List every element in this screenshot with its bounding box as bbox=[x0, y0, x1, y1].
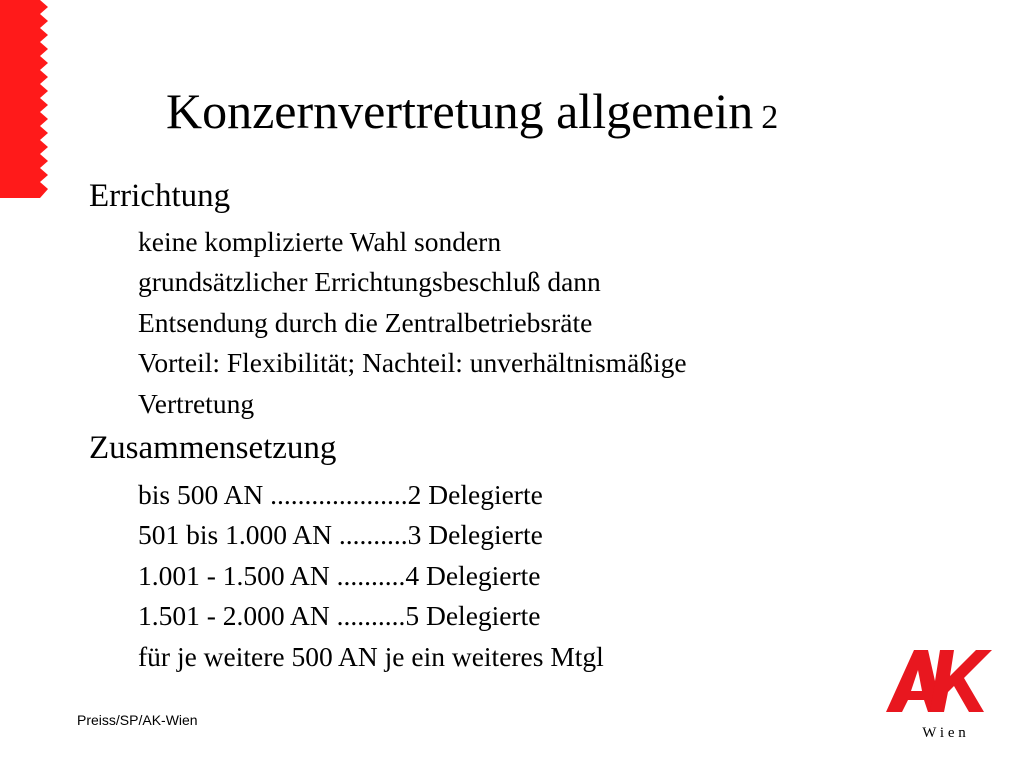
bullet-line: 1.001 - 1.500 AN ..........4 Delegierte bbox=[138, 560, 541, 591]
logo-city-text: W i e n bbox=[922, 725, 966, 741]
slide-title-number: 2 bbox=[761, 99, 779, 136]
bullet-line: grundsätzlicher Errichtungsbeschluß dann bbox=[138, 266, 601, 297]
bullet-line: für je weitere 500 AN je ein weiteres Mtgl bbox=[138, 641, 604, 672]
zigzag-border-decoration bbox=[0, 0, 56, 198]
bullet-line: Vertretung bbox=[138, 388, 255, 419]
slide-title bbox=[166, 83, 779, 139]
footer-text: Preiss/SP/AK-Wien bbox=[77, 712, 198, 728]
ak-wien-logo bbox=[884, 648, 992, 742]
bullet-line: 501 bis 1.000 AN ..........3 Delegierte bbox=[138, 519, 543, 550]
bullet-line: Entsendung durch die Zentralbetriebsräte bbox=[138, 307, 593, 338]
bullet-line: keine komplizierte Wahl sondern bbox=[138, 226, 502, 257]
section-heading-errichtung: Errichtung bbox=[89, 178, 231, 214]
slide-title-text: Konzernvertretung allgemein bbox=[166, 83, 754, 139]
section-heading-zusammensetzung: Zusammensetzung bbox=[89, 430, 337, 466]
bullet-line: 1.501 - 2.000 AN ..........5 Delegierte bbox=[138, 600, 541, 631]
bullet-line: Vorteil: Flexibilität; Nachteil: unverhältnismäßige bbox=[138, 347, 687, 378]
bullet-line: bis 500 AN ....................2 Delegierte bbox=[138, 479, 543, 510]
